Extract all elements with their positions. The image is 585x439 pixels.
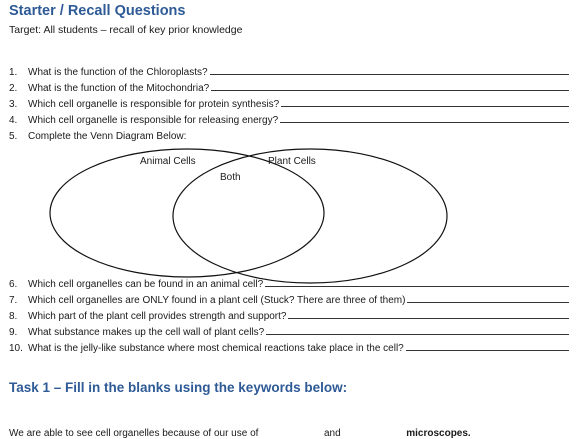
question-text: Which cell organelle is responsible for protein synthesis? [28,99,280,110]
question-number: 7. [9,295,18,306]
question-number: 4. [9,115,18,126]
question-text: What is the function of the Chloroplasts? [28,67,208,78]
question-text: What is the function of the Mitochondria? [28,83,210,94]
question-number: 5. [9,131,18,142]
task1-title: Task 1 – Fill in the blanks using the keywords below: [9,380,348,395]
question-text: Which cell organelles are ONLY found in a plant cell (Stuck? There are three of them) [28,295,406,306]
question-row [9,324,569,338]
venn-label-both: Both [220,172,241,183]
question-number: 3. [9,99,18,110]
question-text: What is the jelly-like substance where most chemical reactions take place in the cell? [28,343,404,354]
question-number: 1. [9,67,18,78]
venn-label-animal: Animal Cells [140,156,196,167]
question-text: Which part of the plant cell provides strength and support? [28,311,287,322]
animal-cells-circle[interactable] [50,149,324,277]
answer-line[interactable] [288,318,569,319]
question-number: 10. [9,343,23,354]
sentence-end: microscopes. [406,428,471,439]
question-row [9,292,569,306]
venn-label-plant: Plant Cells [268,156,316,167]
answer-line[interactable] [406,350,569,351]
fill-in-sentence [9,428,471,439]
question-number: 2. [9,83,18,94]
question-text: Which cell organelle is responsible for releasing energy? [28,115,279,126]
question-text: Complete the Venn Diagram Below: [28,131,187,142]
page-title: Starter / Recall Questions [9,3,186,19]
answer-line[interactable] [265,286,569,287]
question-number: 8. [9,311,18,322]
question-text: Which cell organelles can be found in an animal cell? [28,279,264,290]
sentence-mid: and [323,428,341,439]
answer-line[interactable] [266,334,569,335]
question-number: 6. [9,279,18,290]
plant-cells-circle[interactable] [173,149,447,283]
question-text: What substance makes up the cell wall of plant cells? [28,327,265,338]
answer-line[interactable] [407,302,569,303]
question-row [9,276,569,290]
question-row [9,340,569,354]
question-number: 9. [9,327,18,338]
sentence-start: We are able to see cell organelles because of our use of [9,428,259,439]
question-row [9,308,569,322]
target-text: Target: All students – recall of key prior knowledge [9,24,243,36]
